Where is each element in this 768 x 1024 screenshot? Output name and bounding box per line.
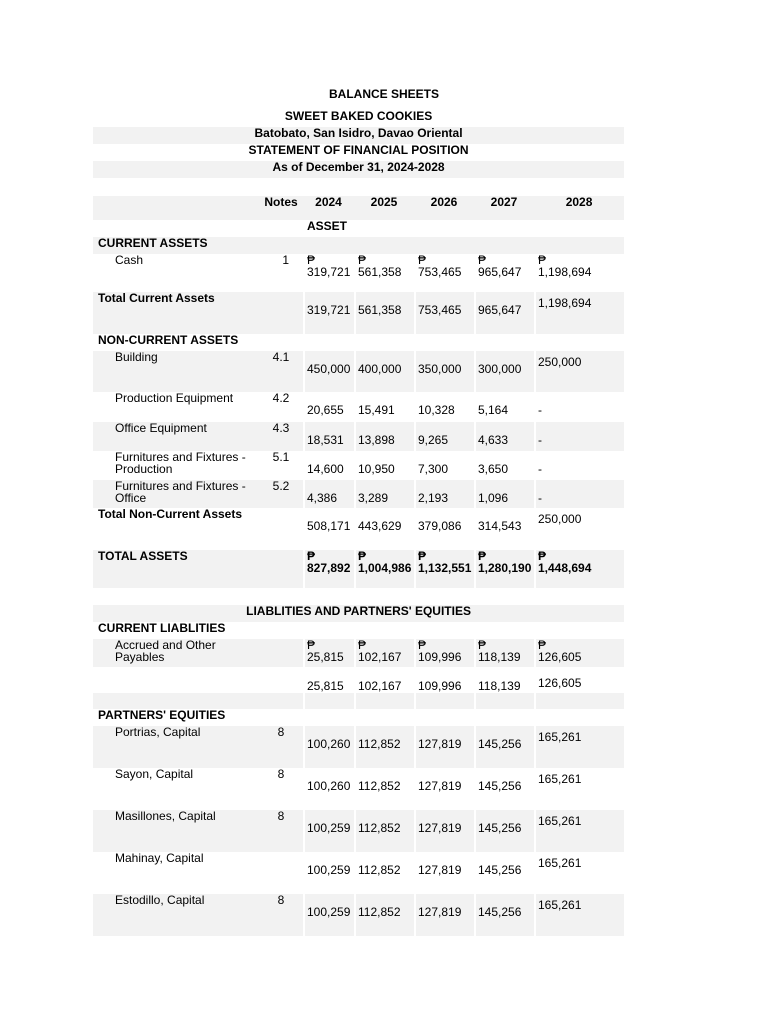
row-note: 1 xyxy=(282,254,289,267)
cell-value: 127,819 xyxy=(418,737,462,751)
cell-value: 1,132,551 xyxy=(418,561,472,575)
header-row xyxy=(93,127,624,144)
cell-value: 165,261 xyxy=(538,898,582,912)
cell-value: 127,819 xyxy=(418,863,462,877)
cell-value: 1,004,986 xyxy=(358,561,412,575)
row-label: Mahinay, Capital xyxy=(115,852,204,865)
cell-value: 1,448,694 xyxy=(538,561,592,575)
cell-value: 145,256 xyxy=(478,737,522,751)
partners-equities-header: PARTNERS' EQUITIES xyxy=(98,709,226,722)
cell-value: 10,950 xyxy=(358,462,395,476)
cell-value: 508,171 xyxy=(307,519,351,533)
cell-value: 100,260 xyxy=(307,737,351,751)
cell-value: 102,167 xyxy=(354,667,414,693)
row-label: Masillones, Capital xyxy=(93,810,259,852)
peso-sign: ₱ xyxy=(418,254,427,267)
row-label: Furnitures and Fixtures - Office xyxy=(93,480,259,508)
row-note: 8 xyxy=(259,726,303,768)
header-row xyxy=(93,144,624,161)
cell-value: 250,000 xyxy=(538,355,582,369)
row-label: Furnitures and Fixtures - Production xyxy=(115,451,246,476)
table-row xyxy=(93,480,624,508)
cell-value: - xyxy=(538,433,542,447)
year-2026-header: 2026 xyxy=(414,196,474,220)
row-note: 8 xyxy=(259,894,303,936)
row-label: Estodillo, Capital xyxy=(93,894,259,936)
cell-value: 319,721 xyxy=(307,265,351,279)
year-2028-header: 2028 xyxy=(534,196,624,220)
table-row xyxy=(93,351,624,392)
cell-value: 118,139 xyxy=(474,667,534,693)
column-header-row xyxy=(93,196,624,220)
cell-value: 109,996 xyxy=(414,667,474,693)
row-note: 8 xyxy=(277,768,285,781)
cell-value: 127,819 xyxy=(418,821,462,835)
table-row xyxy=(93,422,624,451)
table-row xyxy=(93,639,624,667)
cell-value: 145,256 xyxy=(478,863,522,877)
cell-value: 4,633 xyxy=(478,433,509,447)
section-header-row xyxy=(93,622,624,639)
cell-value: 165,261 xyxy=(538,730,582,744)
table-row xyxy=(93,852,624,894)
year-2024-header: 2024 xyxy=(303,196,354,220)
cell-value: 13,898 xyxy=(358,433,395,447)
row-label: Cash xyxy=(115,254,144,267)
peso-sign: ₱ xyxy=(307,254,316,267)
table-row xyxy=(93,894,624,936)
row-note: 4.3 xyxy=(259,422,303,451)
table-row xyxy=(93,451,624,480)
cell-value: 753,465 xyxy=(418,265,462,279)
year-2025-header: 2025 xyxy=(354,196,414,220)
peso-sign: ₱ xyxy=(418,550,427,563)
cell-value: 827,892 xyxy=(307,561,351,575)
cell-value: 5,164 xyxy=(478,403,509,417)
cell-value: 145,256 xyxy=(478,821,522,835)
year-2027-header: 2027 xyxy=(474,196,534,220)
cell-value: 250,000 xyxy=(538,512,582,526)
company-address: Batobato, San Isidro, Davao Oriental xyxy=(93,127,624,144)
total-row xyxy=(93,508,624,550)
cell-value: 14,600 xyxy=(307,462,344,476)
cell-value: 127,819 xyxy=(418,779,462,793)
cell-value: 1,198,694 xyxy=(538,296,592,310)
spacer-row xyxy=(93,588,624,605)
peso-sign: ₱ xyxy=(358,639,367,652)
header-row xyxy=(93,110,624,127)
cell-value: 10,328 xyxy=(418,403,455,417)
row-note: 8 xyxy=(259,810,303,852)
cell-value: - xyxy=(538,462,542,476)
statement-period: As of December 31, 2024-2028 xyxy=(93,161,624,178)
cell-value: 165,261 xyxy=(538,772,582,786)
cell-value: 2,193 xyxy=(418,491,449,505)
cell-value: 25,815 xyxy=(303,667,354,693)
cell-value: 379,086 xyxy=(418,519,462,533)
row-label: Portrias, Capital xyxy=(93,726,259,768)
spacer-row xyxy=(93,178,624,196)
peso-sign: ₱ xyxy=(478,254,487,267)
row-note: 5.2 xyxy=(259,480,303,508)
cell-value: 965,647 xyxy=(478,303,522,317)
cell-value: 443,629 xyxy=(358,519,402,533)
row-label: Sayon, Capital xyxy=(115,768,194,781)
section-header-row xyxy=(93,237,624,254)
cell-value: 100,260 xyxy=(307,779,351,793)
cell-value: 18,531 xyxy=(307,433,344,447)
cell-value: - xyxy=(538,403,542,417)
cell-value: 165,261 xyxy=(538,814,582,828)
cell-value: 450,000 xyxy=(307,362,351,376)
peso-sign: ₱ xyxy=(358,254,367,267)
cell-value: 1,096 xyxy=(478,491,509,505)
cell-value: 3,650 xyxy=(478,462,509,476)
liabilities-equities-header: LIABLITIES AND PARTNERS' EQUITIES xyxy=(93,605,624,622)
peso-sign: ₱ xyxy=(478,550,487,563)
cell-value: 9,265 xyxy=(418,433,449,447)
cell-value: 112,852 xyxy=(358,821,401,835)
balance-sheet-table xyxy=(93,110,624,936)
total-row xyxy=(93,667,624,693)
row-label: Building xyxy=(93,351,259,392)
cell-value: 3,289 xyxy=(358,491,389,505)
peso-sign: ₱ xyxy=(307,639,316,652)
section-header-row xyxy=(93,334,624,351)
cell-value: 126,605 xyxy=(538,650,582,664)
cell-value: 100,259 xyxy=(307,821,351,835)
cell-value: 145,256 xyxy=(478,905,522,919)
section-header-row xyxy=(93,709,624,726)
cell-value: 112,852 xyxy=(358,779,401,793)
cell-value: 15,491 xyxy=(358,403,395,417)
asset-label-row xyxy=(93,220,624,237)
cell-value: 561,358 xyxy=(358,303,402,317)
peso-sign: ₱ xyxy=(538,639,547,652)
noncurrent-assets-header: NON-CURRENT ASSETS xyxy=(98,334,239,347)
cell-value: 561,358 xyxy=(358,265,402,279)
row-note xyxy=(259,852,303,894)
current-assets-header: CURRENT ASSETS xyxy=(93,237,624,254)
cell-value: 400,000 xyxy=(358,362,402,376)
spacer-row xyxy=(93,693,624,709)
document-title: BALANCE SHEETS xyxy=(328,87,439,101)
notes-column-header: Notes xyxy=(259,196,303,220)
peso-sign: ₱ xyxy=(538,550,547,563)
cell-value: 100,259 xyxy=(307,905,351,919)
cell-value: 300,000 xyxy=(478,362,522,376)
section-header-row xyxy=(93,605,624,622)
cell-value: 753,465 xyxy=(418,303,462,317)
row-label: Accrued and Other Payables xyxy=(93,639,259,667)
cell-value: 145,256 xyxy=(478,779,522,793)
table-row xyxy=(93,768,624,810)
row-label: Total Non-Current Assets xyxy=(98,508,243,521)
cell-value: 112,852 xyxy=(358,737,401,751)
statement-title: STATEMENT OF FINANCIAL POSITION xyxy=(248,144,469,157)
total-assets-row xyxy=(93,550,624,588)
cell-value: 100,259 xyxy=(307,863,351,877)
cell-value: 350,000 xyxy=(418,362,462,376)
cell-value: 25,815 xyxy=(307,650,344,664)
cell-value: 314,543 xyxy=(478,519,522,533)
cell-value: 965,647 xyxy=(478,265,522,279)
cell-value: 112,852 xyxy=(358,863,401,877)
cell-value: 7,300 xyxy=(418,462,449,476)
peso-sign: ₱ xyxy=(358,550,367,563)
peso-sign: ₱ xyxy=(307,550,316,563)
peso-sign: ₱ xyxy=(538,254,547,267)
cell-value: 118,139 xyxy=(478,650,521,664)
header-row xyxy=(93,161,624,178)
peso-sign: ₱ xyxy=(418,639,427,652)
row-label: TOTAL ASSETS xyxy=(93,550,259,588)
cell-value: 126,605 xyxy=(534,667,624,693)
row-label: Production Equipment xyxy=(115,392,234,405)
total-row xyxy=(93,292,624,334)
row-label: Office Equipment xyxy=(93,422,259,451)
cell-value: 1,280,190 xyxy=(478,561,532,575)
peso-sign: ₱ xyxy=(478,639,487,652)
cell-value: 165,261 xyxy=(538,856,582,870)
table-row xyxy=(93,392,624,422)
cell-value: 4,386 xyxy=(307,491,338,505)
table-row xyxy=(93,810,624,852)
cell-value: 127,819 xyxy=(418,905,462,919)
cell-value: - xyxy=(538,491,542,505)
cell-value: 1,198,694 xyxy=(538,265,592,279)
row-label: Total Current Assets xyxy=(93,292,259,334)
row-note: 4.2 xyxy=(272,392,290,405)
row-note: 5.1 xyxy=(272,451,290,464)
current-liabilities-header: CURRENT LIABLITIES xyxy=(98,622,226,635)
cell-value: 109,996 xyxy=(418,650,462,664)
cell-value: 319,721 xyxy=(307,303,351,317)
row-note: 4.1 xyxy=(259,351,303,392)
company-name: SWEET BAKED COOKIES xyxy=(284,110,433,123)
cell-value: 20,655 xyxy=(307,403,344,417)
asset-label: ASSET xyxy=(303,220,354,237)
table-row xyxy=(93,726,624,768)
cell-value: 112,852 xyxy=(358,905,401,919)
cell-value: 102,167 xyxy=(358,650,402,664)
table-row xyxy=(93,254,624,292)
